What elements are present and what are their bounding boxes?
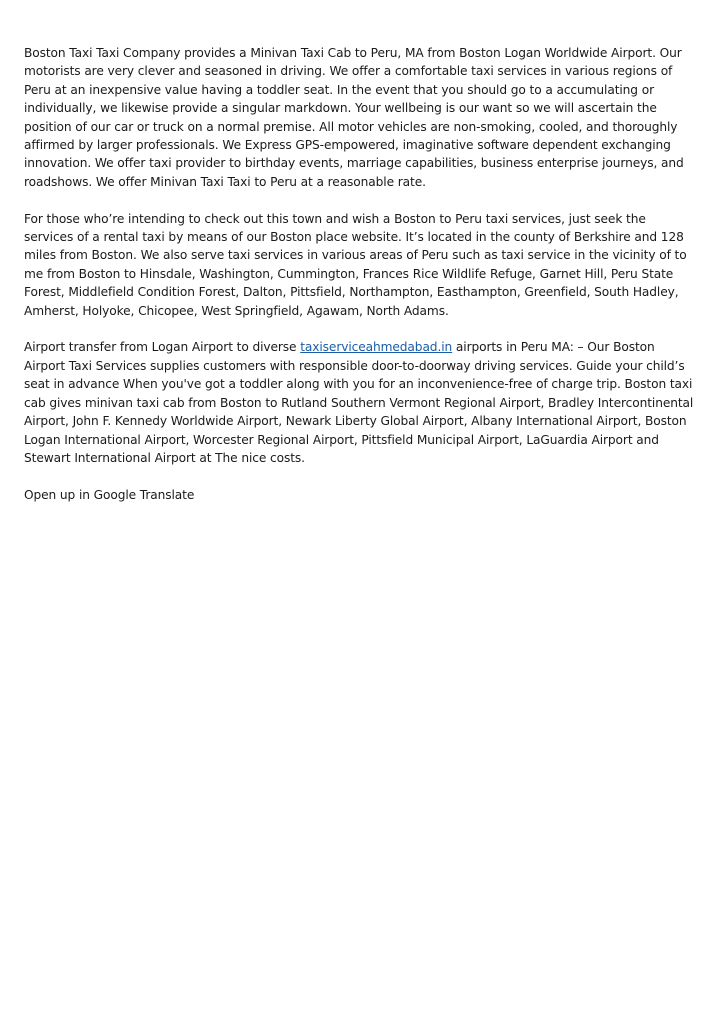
paragraph-destinations: For those who’re intending to check out this town and wish a Boston to Peru taxi services, just seek the services of a rental taxi by means of our Boston place website. It’s located in the county of Berkshire and 128 miles from Boston. We also serve taxi services in various areas of Peru such as taxi service in the vicinity of to me from Boston to Hinsdale, Washington, Cummington, Frances Rice Wildlife Refuge, Garnet Hill, Peru State Forest, Middlefield Condition Forest, Dalton, Pittsfield, Northampton, Easthampton, Greenfield, South Hadley, Amherst, Holyoke, Chicopee, West Springfield, Agawam, North Adams. bbox=[24, 211, 687, 318]
document-page bbox=[24, 44, 696, 523]
paragraph-airport-transfer bbox=[24, 338, 696, 467]
airport-transfer-text-before: Airport transfer from Logan Airport to diverse bbox=[24, 340, 301, 355]
paragraph-intro: Boston Taxi Taxi Company provides a Minivan Taxi Cab to Peru, MA from Boston Logan Worldwide Airport. Our motorists are very clever and seasoned in driving. We offer a comfortable taxi services in various regions of Peru at an inexpensive value having a toddler seat. In the event that you should go to a accumulating or individually, we likewise provide a singular markdown. Your wellbeing is our want so we will ascertain the position of our car or truck on a normal premise. All motor vehicles are non-smoking, cooled, and thoroughly affirmed by larger professionals. We Express GPS-empowered, imaginative software dependent exchanging innovation. We offer taxi provider to birthday events, marriage capabilities, business enterprise journeys, and roadshows. We offer Minivan Taxi Taxi to Peru at a reasonable rate. bbox=[24, 46, 684, 189]
paragraph-translate-note: Open up in Google Translate bbox=[24, 487, 195, 502]
airport-transfer-text-after: airports in Peru MA: – Our Boston Airport Taxi Services supplies customers with responsible door-to-doorway driving services. Guide your child’s seat in advance When you've got a toddler along with you for an inconvenience-free of charge trip. Boston taxi cab gives minivan taxi cab from Boston to Rutland Southern Vermont Regional Airport, Bradley Intercontinental Airport, John F. Kennedy Worldwide Airport, Newark Liberty Global Airport, Albany International Airport, Boston Logan International Airport, Worcester Regional Airport, Pittsfield Municipal Airport, LaGuardia Airport and Stewart International Airport at The nice costs. bbox=[24, 340, 694, 465]
taxiserviceahmedabad-link[interactable]: taxiserviceahmedabad.in bbox=[300, 340, 453, 355]
